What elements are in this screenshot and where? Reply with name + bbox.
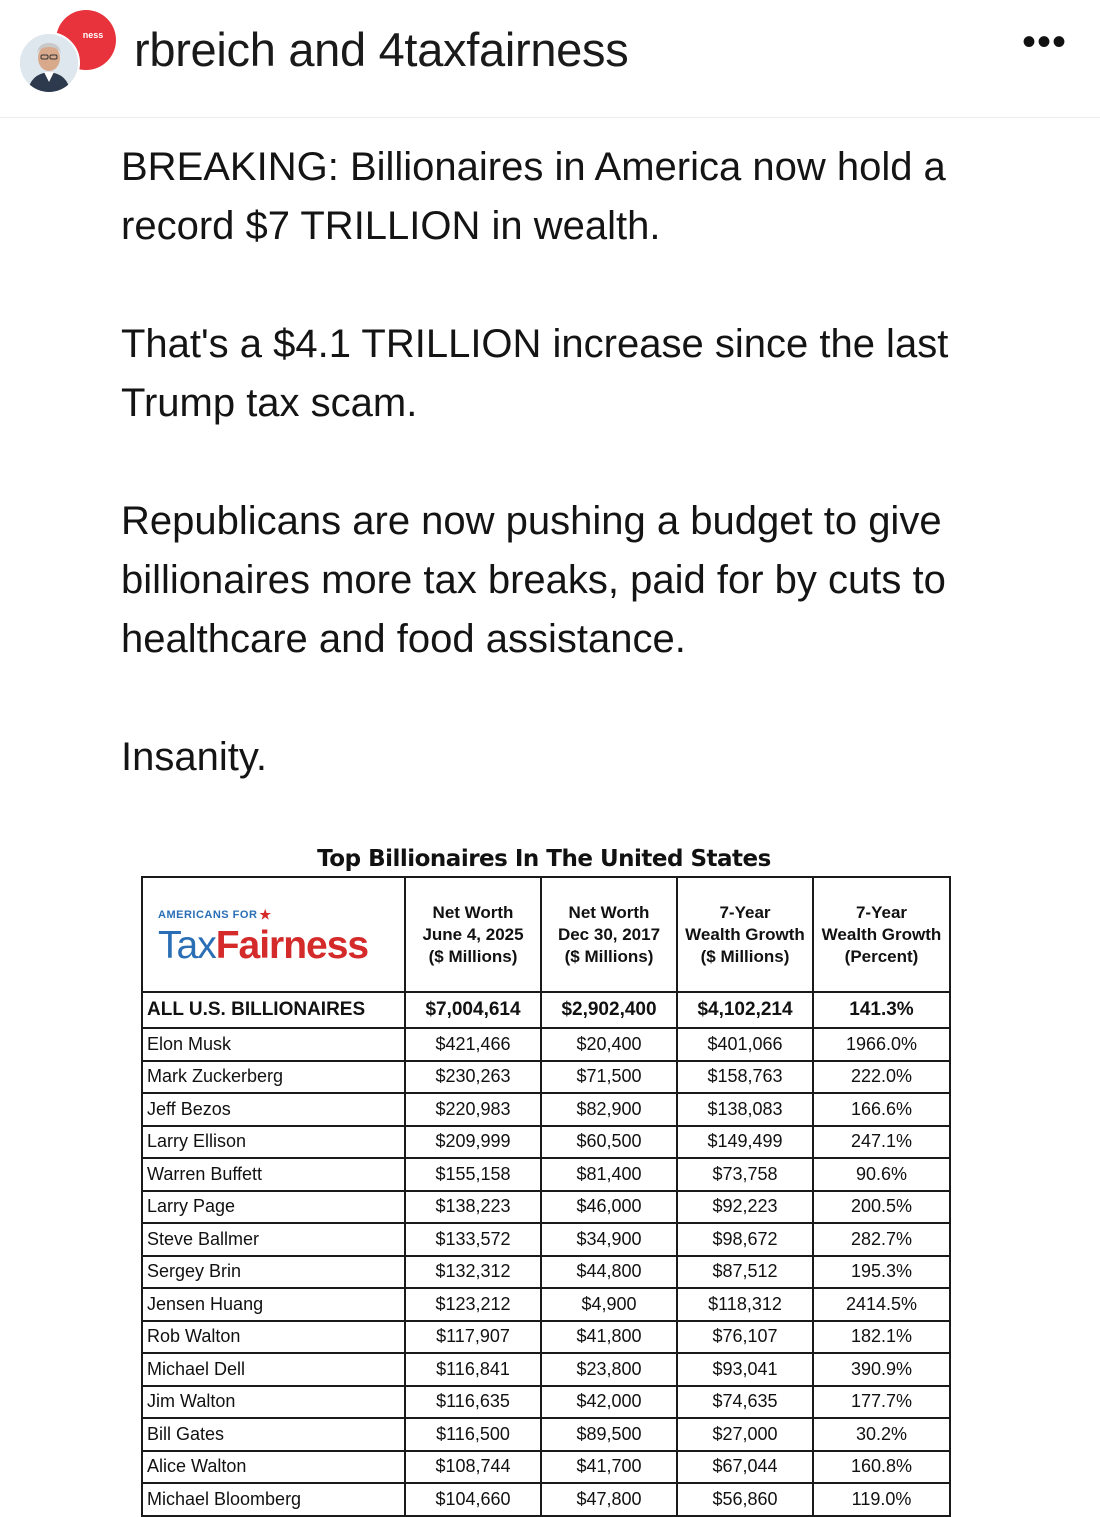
table-row <box>142 1321 950 1354</box>
table-cell: 1966.0% <box>813 1028 950 1061</box>
table-cell: $41,700 <box>541 1451 677 1484</box>
table-cell: 177.7% <box>813 1386 950 1419</box>
table-cell: 166.6% <box>813 1093 950 1126</box>
table-cell: 2414.5% <box>813 1288 950 1321</box>
billionaire-name: Michael Dell <box>142 1353 405 1386</box>
table-row <box>142 1418 950 1451</box>
table-row <box>142 1028 950 1061</box>
table-cell: $123,212 <box>405 1288 541 1321</box>
table-cell: $20,400 <box>541 1028 677 1061</box>
caption-paragraph: That's a $4.1 TRILLION increase since the last Trump tax scam. <box>121 322 949 425</box>
billionaire-name: Steve Ballmer <box>142 1223 405 1256</box>
table-cell: $98,672 <box>677 1223 813 1256</box>
table-cell: $76,107 <box>677 1321 813 1354</box>
table-cell: $117,907 <box>405 1321 541 1354</box>
table-cell: $82,900 <box>541 1093 677 1126</box>
taxfairness-logo <box>142 877 405 992</box>
table-row <box>142 1093 950 1126</box>
billionaire-name: Jim Walton <box>142 1386 405 1419</box>
billionaire-name: Bill Gates <box>142 1418 405 1451</box>
caption-paragraph: BREAKING: Billionaires in America now hold a record $7 TRILLION in wealth. <box>121 145 946 248</box>
table-cell: 141.3% <box>813 992 950 1028</box>
avatar[interactable] <box>18 32 80 94</box>
table-row <box>142 1288 950 1321</box>
table-cell: $209,999 <box>405 1126 541 1159</box>
logo-tax-text: Tax <box>158 923 216 967</box>
billionaires-table <box>141 876 951 1517</box>
table-cell: $34,900 <box>541 1223 677 1256</box>
table-cell: $56,860 <box>677 1483 813 1516</box>
table-cell: $89,500 <box>541 1418 677 1451</box>
caption-paragraph: Republicans are now pushing a budget to give billionaires more tax breaks, paid for by cuts to healthcare and food assistance. <box>121 499 946 661</box>
table-row <box>142 1386 950 1419</box>
table-cell: $2,902,400 <box>541 992 677 1028</box>
table-cell: $132,312 <box>405 1256 541 1289</box>
table-cell: $116,500 <box>405 1418 541 1451</box>
table-cell: $230,263 <box>405 1061 541 1094</box>
table-cell: $23,800 <box>541 1353 677 1386</box>
billionaire-name: Larry Page <box>142 1191 405 1224</box>
billionaires-table-image <box>141 842 951 1517</box>
table-header-row <box>142 877 950 992</box>
column-header: 7-Year Wealth Growth (Percent) <box>813 877 950 992</box>
table-row <box>142 1191 950 1224</box>
table-cell: $104,660 <box>405 1483 541 1516</box>
billionaire-name: Mark Zuckerberg <box>142 1061 405 1094</box>
billionaire-name: Warren Buffett <box>142 1158 405 1191</box>
total-row <box>142 992 950 1028</box>
table-cell: $116,841 <box>405 1353 541 1386</box>
billionaire-name: Sergey Brin <box>142 1256 405 1289</box>
username[interactable]: rbreich and 4taxfairness <box>134 23 629 76</box>
table-row <box>142 1061 950 1094</box>
table-row <box>142 1256 950 1289</box>
table-cell: $60,500 <box>541 1126 677 1159</box>
billionaire-name: Alice Walton <box>142 1451 405 1484</box>
table-cell: $81,400 <box>541 1158 677 1191</box>
table-cell: 282.7% <box>813 1223 950 1256</box>
table-cell: 90.6% <box>813 1158 950 1191</box>
table-cell: $108,744 <box>405 1451 541 1484</box>
table-cell: $67,044 <box>677 1451 813 1484</box>
table-cell: 200.5% <box>813 1191 950 1224</box>
table-row <box>142 1451 950 1484</box>
collaborator-badge-text: ness <box>82 30 104 40</box>
table-row <box>142 1158 950 1191</box>
logo-top-text: AMERICANS FOR <box>158 908 258 921</box>
table-cell: $4,102,214 <box>677 992 813 1028</box>
caption-paragraph: Insanity. <box>121 735 267 779</box>
table-cell: $41,800 <box>541 1321 677 1354</box>
column-header: Net Worth June 4, 2025 ($ Millions) <box>405 877 541 992</box>
ellipsis-horizontal-icon[interactable]: ••• <box>1022 20 1068 64</box>
table-cell: $73,758 <box>677 1158 813 1191</box>
billionaire-name: Jensen Huang <box>142 1288 405 1321</box>
table-cell: $116,635 <box>405 1386 541 1419</box>
table-cell: $87,512 <box>677 1256 813 1289</box>
billionaire-name: Elon Musk <box>142 1028 405 1061</box>
table-cell: $401,066 <box>677 1028 813 1061</box>
table-cell: $7,004,614 <box>405 992 541 1028</box>
user-portrait-icon <box>20 34 78 92</box>
table-cell: 182.1% <box>813 1321 950 1354</box>
table-cell: 222.0% <box>813 1061 950 1094</box>
post-caption <box>121 138 1021 846</box>
table-row <box>142 1126 950 1159</box>
table-cell: $44,800 <box>541 1256 677 1289</box>
table-cell: 195.3% <box>813 1256 950 1289</box>
table-cell: $149,499 <box>677 1126 813 1159</box>
table-cell: $92,223 <box>677 1191 813 1224</box>
table-cell: $133,572 <box>405 1223 541 1256</box>
billionaire-name: Jeff Bezos <box>142 1093 405 1126</box>
table-cell: $46,000 <box>541 1191 677 1224</box>
table-title: Top Billionaires In The United States <box>317 846 771 872</box>
table-cell: $4,900 <box>541 1288 677 1321</box>
billionaire-name: Larry Ellison <box>142 1126 405 1159</box>
table-cell: 119.0% <box>813 1483 950 1516</box>
table-cell: $71,500 <box>541 1061 677 1094</box>
post-header <box>0 0 1100 118</box>
logo-fairness-text: Fairness <box>215 923 369 967</box>
column-header: Net Worth Dec 30, 2017 ($ Millions) <box>541 877 677 992</box>
table-cell: 160.8% <box>813 1451 950 1484</box>
table-cell: ALL U.S. BILLIONAIRES <box>142 992 405 1028</box>
table-cell: 390.9% <box>813 1353 950 1386</box>
table-cell: $155,158 <box>405 1158 541 1191</box>
table-cell: $118,312 <box>677 1288 813 1321</box>
table-cell: 30.2% <box>813 1418 950 1451</box>
billionaire-name: Rob Walton <box>142 1321 405 1354</box>
table-cell: $421,466 <box>405 1028 541 1061</box>
table-cell: $158,763 <box>677 1061 813 1094</box>
table-cell: $74,635 <box>677 1386 813 1419</box>
table-cell: $42,000 <box>541 1386 677 1419</box>
table-cell: $93,041 <box>677 1353 813 1386</box>
star-icon: ★ <box>259 906 272 922</box>
table-cell: 247.1% <box>813 1126 950 1159</box>
table-cell: $138,223 <box>405 1191 541 1224</box>
billionaire-name: Michael Bloomberg <box>142 1483 405 1516</box>
table-row <box>142 1223 950 1256</box>
collab-avatars[interactable] <box>18 10 102 94</box>
column-header: 7-Year Wealth Growth ($ Millions) <box>677 877 813 992</box>
table-cell: $220,983 <box>405 1093 541 1126</box>
table-cell: $47,800 <box>541 1483 677 1516</box>
table-cell: $27,000 <box>677 1418 813 1451</box>
table-cell: $138,083 <box>677 1093 813 1126</box>
table-row <box>142 1353 950 1386</box>
